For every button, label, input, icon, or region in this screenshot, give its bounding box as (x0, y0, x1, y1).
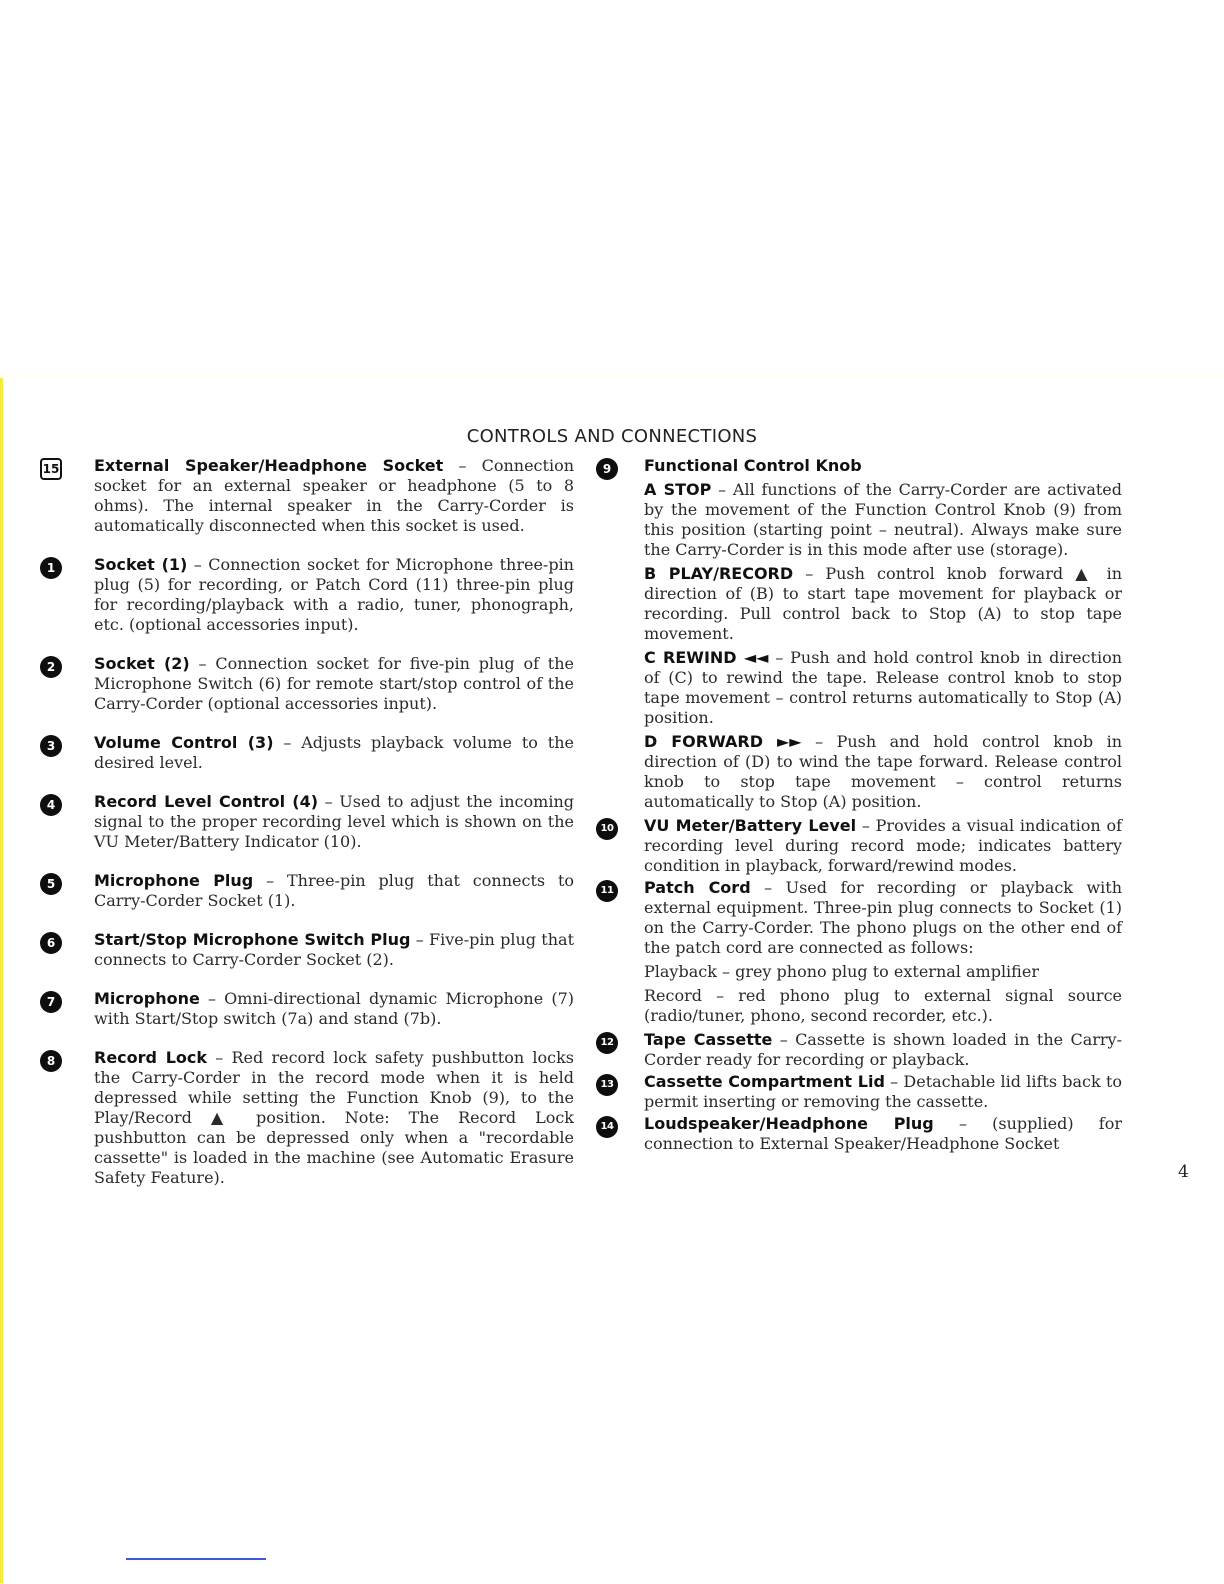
item-text (94, 733, 574, 773)
item-title: Tape Cassette (644, 1030, 773, 1049)
item-description: – Cassette is shown loaded in the Carry-Corder ready for recording or playback. (644, 1030, 1122, 1069)
item-title: Volume Control (3) (94, 733, 274, 752)
item-text (94, 871, 574, 911)
item-11 (596, 878, 1122, 1026)
item-1 (40, 555, 574, 635)
item-description: – Used for recording or playback with external equipment. Three-pin plug connects to Socket (1) on the Carry-Corder. The phono plugs on the other end of the patch cord are connected as follows: (644, 878, 1123, 957)
item-15 (40, 456, 574, 536)
item-text (94, 456, 574, 536)
item-description: – Connection socket for five-pin plug of the Microphone Switch (6) for remote start/stop control of the Carry-Corder (optional accessories input). (94, 654, 574, 713)
item-text (94, 1048, 574, 1188)
item-title: Start/Stop Microphone Switch Plug (94, 930, 411, 949)
item-number-badge: 14 (596, 1116, 618, 1138)
item-description: – Used to adjust the incoming signal to the proper recording level which is shown on the VU Meter/Battery Indicator (10). (94, 792, 574, 851)
item-description: – Red record lock safety pushbutton locks the Carry-Corder in the record mode when it is held depressed while setting the Function Knob (9), to the Play/Record ▲ position. Note: The Record Lock pushbutton can be depressed only when a "recordable cassette" is loaded in the machine (see Automatic Erasure Safety Feature). (94, 1048, 574, 1187)
item-title: VU Meter/Battery Level (644, 816, 857, 835)
item-description: – Provides a visual indication of recording level during record mode; indicates battery condition in playback, forward/rewind modes. (644, 816, 1122, 875)
item-number-badge: 2 (40, 656, 62, 678)
mode-stop: A STOP – All functions of the Carry-Corder are activated by the movement of the Function Control Knob (9) from this position (starting point – neutral). Always make sure the Carry-Corder is in this mode after use (storage). (644, 480, 1123, 559)
item-12 (596, 1030, 1122, 1070)
item-description: – Five-pin plug that connects to Carry-Corder Socket (2). (94, 930, 575, 969)
mode-forward: D FORWARD ►► – Push and hold control knob in direction of (D) to wind the tape forward. Release control knob to stop tape movement – control returns automatically to Stop (A) position. (644, 732, 1123, 811)
item-14 (596, 1114, 1122, 1154)
item-text (644, 878, 1122, 1026)
item-title: Socket (1) (94, 555, 188, 574)
item-2 (40, 654, 574, 714)
item-text (94, 792, 574, 852)
item-title: Patch Cord (644, 878, 751, 897)
item-number-badge: 10 (596, 818, 618, 840)
item-number-badge: 11 (596, 880, 618, 902)
item-text (644, 1030, 1122, 1070)
item-text (94, 555, 574, 635)
left-column (40, 456, 574, 1188)
item-text (94, 989, 574, 1029)
item-number-badge: 3 (40, 735, 62, 757)
item-number-badge: 4 (40, 794, 62, 816)
item-10 (596, 816, 1122, 876)
item-number-badge: 15 (40, 458, 62, 480)
item-13 (596, 1072, 1122, 1112)
item-title: Microphone (94, 989, 200, 1008)
item-description: – Connection socket for Microphone three-pin plug (5) for recording, or Patch Cord (11) three-pin plug for recording/playback with a radio, tuner, phonograph, etc. (optional accessories input). (94, 555, 574, 634)
page-title: CONTROLS AND CONNECTIONS (466, 426, 758, 447)
item-title: Loudspeaker/Headphone Plug (644, 1114, 934, 1133)
item-8 (40, 1048, 574, 1188)
item-text (94, 930, 574, 970)
item-text (94, 654, 574, 714)
item-title: Functional Control Knob (644, 456, 862, 475)
item-number-badge: 13 (596, 1074, 618, 1096)
item-6 (40, 930, 574, 970)
item-text (644, 1114, 1122, 1154)
item-9 (596, 456, 1122, 812)
item-number-badge: 9 (596, 458, 618, 480)
patch-cord-playback: Playback – grey phono plug to external amplifier (644, 962, 1039, 981)
item-text (644, 456, 1122, 812)
item-title: Socket (2) (94, 654, 190, 673)
item-7 (40, 989, 574, 1029)
page-tint (0, 372, 1224, 380)
bottom-rule (126, 1558, 266, 1560)
item-number-badge: 1 (40, 557, 62, 579)
item-title: Record Lock (94, 1048, 208, 1067)
item-5 (40, 871, 574, 911)
item-number-badge: 6 (40, 932, 62, 954)
item-number-badge: 5 (40, 873, 62, 895)
mode-rewind: C REWIND ◄◄ – Push and hold control knob in direction of (C) to rewind the tape. Release control knob to stop tape movement – control returns automatically to Stop (A) position. (644, 648, 1123, 727)
item-3 (40, 733, 574, 773)
item-description: – Adjusts playback volume to the desired level. (94, 733, 574, 772)
item-title: External Speaker/Headphone Socket (94, 456, 444, 475)
item-4 (40, 792, 574, 852)
item-description: – Three-pin plug that connects to Carry-Corder Socket (1). (94, 871, 575, 910)
item-text (644, 1072, 1122, 1112)
item-title: Cassette Compartment Lid (644, 1072, 885, 1091)
item-description: – Omni-directional dynamic Microphone (7) with Start/Stop switch (7a) and stand (7b). (94, 989, 574, 1028)
item-title: Record Level Control (4) (94, 792, 319, 811)
patch-cord-record: Record – red phono plug to external signal source (radio/tuner, phono, second recorder, etc.). (644, 986, 1122, 1025)
page-edge (0, 378, 3, 1583)
item-number-badge: 8 (40, 1050, 62, 1072)
item-description: – Detachable lid lifts back to permit inserting or removing the cassette. (644, 1072, 1122, 1111)
page-number: 4 (1178, 1162, 1189, 1182)
item-description: – Connection socket for an external speaker or headphone (5 to 8 ohms). The internal speaker in the Carry-Corder is automatically disconnected when this socket is used. (94, 456, 574, 535)
item-description: – (supplied) for connection to External Speaker/Headphone Socket (644, 1114, 1122, 1153)
item-title: Microphone Plug (94, 871, 254, 890)
mode-play-record: B PLAY/RECORD – Push control knob forward ▲ in direction of (B) to start tape movement for playback or recording. Pull control back to Stop (A) to stop tape movement. (644, 564, 1123, 643)
item-text (644, 816, 1122, 876)
right-column (596, 456, 1122, 1154)
item-number-badge: 7 (40, 991, 62, 1013)
item-number-badge: 12 (596, 1032, 618, 1054)
